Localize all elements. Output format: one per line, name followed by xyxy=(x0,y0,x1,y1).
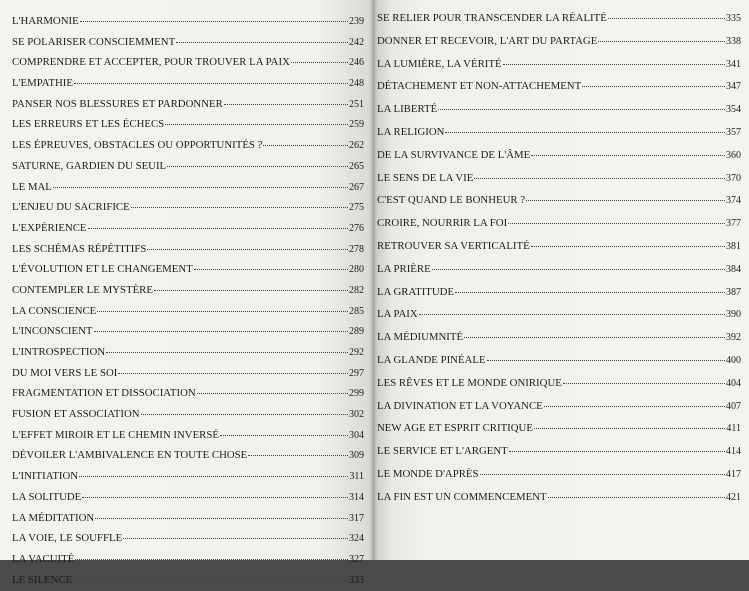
dot-leader xyxy=(82,497,348,498)
toc-entry xyxy=(12,466,364,487)
dot-leader xyxy=(263,145,348,146)
toc-entry xyxy=(12,177,364,198)
toc-entry xyxy=(12,218,364,239)
toc-entry-title: LA FIN EST UN COMMENCEMENT xyxy=(377,490,547,503)
toc-entry-title: FUSION ET ASSOCIATION xyxy=(12,408,140,421)
toc-entry-page-number: 297 xyxy=(349,367,364,379)
toc-entry xyxy=(12,445,364,466)
toc-entry xyxy=(377,303,741,326)
toc-entry-page-number: 338 xyxy=(726,35,741,47)
dot-leader xyxy=(167,166,348,167)
toc-entry-title: L'INTROSPECTION xyxy=(12,346,106,358)
toc-entry-page-number: 335 xyxy=(726,13,741,24)
dot-leader xyxy=(88,228,348,229)
toc-entry xyxy=(12,342,364,363)
toc-entry-title: LA RELIGION xyxy=(377,125,445,138)
dot-leader xyxy=(526,200,725,201)
dot-leader xyxy=(445,132,725,133)
dot-leader xyxy=(291,62,348,63)
dot-leader xyxy=(176,42,348,43)
toc-entry xyxy=(377,167,741,190)
toc-entry-page-number: 317 xyxy=(349,512,364,524)
toc-entry xyxy=(377,7,741,30)
toc-entry-page-number: 304 xyxy=(349,429,364,441)
dot-leader xyxy=(598,41,725,42)
toc-entry-title: L'EXPÉRIENCE xyxy=(12,221,87,234)
dot-leader xyxy=(79,476,348,477)
right-page xyxy=(373,0,749,560)
toc-entry-title: LA VACUITÉ xyxy=(12,552,75,565)
dot-leader xyxy=(154,290,348,291)
toc-entry-title: FRAGMENTATION ET DISSOCIATION xyxy=(12,387,196,400)
toc-entry-page-number: 276 xyxy=(349,222,364,234)
toc-entry-page-number: 357 xyxy=(726,126,741,138)
toc-entry-page-number: 259 xyxy=(349,119,364,131)
dot-leader xyxy=(73,580,348,581)
toc-entry-page-number: 265 xyxy=(349,160,364,172)
book-gutter xyxy=(369,0,377,560)
toc-entry-title: L'INITIATION xyxy=(12,470,79,483)
toc-entry xyxy=(12,94,364,115)
dot-leader xyxy=(118,373,348,374)
toc-entry-title: DE LA SURVIVANCE DE L'ÂME xyxy=(377,148,531,161)
toc-entry-title: LA PAIX xyxy=(377,308,418,321)
toc-entry xyxy=(12,363,364,384)
toc-entry xyxy=(12,135,364,156)
toc-entry xyxy=(377,144,741,167)
dot-leader xyxy=(74,83,348,84)
dot-leader xyxy=(106,352,348,353)
toc-entry-title: LA MÉDITATION xyxy=(12,511,95,524)
toc-entry-page-number: 387 xyxy=(726,286,741,298)
toc-entry-page-number: 289 xyxy=(349,326,364,338)
toc-entry-page-number: 280 xyxy=(349,264,364,276)
toc-entry-page-number: 400 xyxy=(726,354,741,366)
toc-entry xyxy=(12,383,364,404)
dot-leader xyxy=(563,383,725,384)
toc-entry-title: L'EMPATHIE xyxy=(12,77,73,90)
toc-entry-page-number: 314 xyxy=(349,491,364,503)
toc-entry-title: COMPRENDRE ET ACCEPTER, POUR TROUVER LA PAIX xyxy=(12,56,290,69)
toc-entry-title: RETROUVER SA VERTICALITÉ xyxy=(377,239,530,252)
table-of-contents-right xyxy=(377,7,741,509)
toc-entry xyxy=(377,463,741,486)
toc-entry-page-number: 299 xyxy=(349,388,364,400)
toc-entry-title: LA MÉDIUMNITÉ xyxy=(377,331,464,344)
toc-entry-page-number: 278 xyxy=(349,243,364,255)
toc-entry xyxy=(377,395,741,418)
toc-entry-title: LA GRATITUDE xyxy=(377,285,455,298)
dot-leader xyxy=(94,331,348,332)
toc-entry-page-number: 302 xyxy=(349,409,364,421)
toc-entry xyxy=(12,114,364,135)
toc-entry xyxy=(377,440,741,463)
toc-entry-page-number: 392 xyxy=(726,332,741,344)
dot-leader xyxy=(131,207,348,208)
toc-entry xyxy=(377,75,741,98)
toc-entry-title: C'EST QUAND LE BONHEUR ? xyxy=(377,194,526,207)
toc-entry-title: CONTEMPLER LE MYSTÈRE xyxy=(12,283,153,296)
dot-leader xyxy=(548,497,725,498)
toc-entry-title: LA LUMIÈRE, LA VÉRITÉ xyxy=(377,57,502,70)
dot-leader xyxy=(123,538,348,539)
dot-leader xyxy=(95,518,348,519)
toc-entry-title: L'INCONSCIENT xyxy=(12,325,93,338)
toc-entry-title: LA VOIE, LE SOUFFLE xyxy=(12,532,123,545)
toc-entry-title: SATURNE, GARDIEN DU SEUIL xyxy=(12,159,167,172)
toc-entry-title: L'EFFET MIROIR ET LE CHEMIN INVERSÉ xyxy=(12,428,219,441)
toc-entry-page-number: 360 xyxy=(726,149,741,161)
toc-entry-title: LE MAL xyxy=(12,180,52,193)
toc-entry xyxy=(377,30,741,53)
toc-entry-page-number: 411 xyxy=(726,423,741,435)
toc-entry-page-number: 246 xyxy=(349,57,364,69)
toc-entry-page-number: 354 xyxy=(726,104,741,116)
toc-entry xyxy=(377,258,741,281)
toc-entry-title: LE SERVICE ET L'ARGENT xyxy=(377,445,508,458)
toc-entry-page-number: 267 xyxy=(349,181,364,193)
toc-entry-page-number: 242 xyxy=(349,36,364,48)
dot-leader xyxy=(508,223,725,224)
toc-entry-page-number: 239 xyxy=(349,16,364,27)
toc-entry xyxy=(12,52,364,73)
toc-entry xyxy=(12,425,364,446)
toc-entry-title: DÉTACHEMENT ET NON-ATTACHEMENT xyxy=(377,80,582,93)
toc-entry-title: DONNER ET RECEVOIR, L'ART DU PARTAGE xyxy=(377,34,598,47)
dot-leader xyxy=(97,311,348,312)
toc-entry-page-number: 417 xyxy=(726,468,741,480)
toc-entry-page-number: 407 xyxy=(726,400,741,412)
toc-entry-page-number: 311 xyxy=(349,471,364,483)
toc-entry-title: DU MOI VERS LE SOI xyxy=(12,366,118,379)
dot-leader xyxy=(544,406,725,407)
dot-leader xyxy=(455,292,725,293)
toc-entry xyxy=(12,321,364,342)
dot-leader xyxy=(432,269,725,270)
dot-leader xyxy=(509,451,725,452)
toc-entry-page-number: 404 xyxy=(726,377,741,389)
dot-leader xyxy=(474,178,725,179)
toc-entry-title: LA SOLITUDE xyxy=(12,490,82,503)
dot-leader xyxy=(531,155,725,156)
toc-entry xyxy=(12,508,364,529)
dot-leader xyxy=(220,435,348,436)
toc-entry xyxy=(12,156,364,177)
toc-entry-page-number: 384 xyxy=(726,263,741,275)
dot-leader xyxy=(480,474,725,475)
toc-entry-title: LE MONDE D'APRÈS xyxy=(377,467,479,480)
toc-entry-page-number: 377 xyxy=(726,218,741,230)
toc-entry-page-number: 381 xyxy=(726,240,741,252)
toc-entry-page-number: 251 xyxy=(349,98,364,110)
toc-entry-page-number: 309 xyxy=(349,450,364,462)
toc-entry-page-number: 374 xyxy=(726,195,741,207)
dot-leader xyxy=(197,393,348,394)
toc-entry-title: CROIRE, NOURRIR LA FOI xyxy=(377,217,508,230)
dot-leader xyxy=(147,249,348,250)
dot-leader xyxy=(534,428,725,429)
toc-entry-title: SE POLARISER CONSCIEMMENT xyxy=(12,35,176,48)
toc-entry-page-number: 390 xyxy=(726,309,741,321)
toc-entry xyxy=(12,301,364,322)
toc-entry xyxy=(12,239,364,260)
toc-entry-page-number: 341 xyxy=(726,58,741,70)
toc-entry-title: LA LIBERTÉ xyxy=(377,103,438,116)
toc-entry-page-number: 248 xyxy=(349,78,364,90)
toc-entry-page-number: 275 xyxy=(349,202,364,214)
toc-entry-title: L'ÉVOLUTION ET LE CHANGEMENT xyxy=(12,263,193,276)
dot-leader xyxy=(531,246,725,247)
toc-entry xyxy=(377,189,741,212)
toc-entry-title: LE SILENCE xyxy=(12,573,73,586)
toc-entry-page-number: 347 xyxy=(726,81,741,93)
toc-entry xyxy=(12,487,364,508)
dot-leader xyxy=(503,64,725,65)
toc-entry xyxy=(12,259,364,280)
toc-entry-title: PANSER NOS BLESSURES ET PARDONNER xyxy=(12,97,223,110)
dot-leader xyxy=(487,360,725,361)
toc-entry xyxy=(12,570,364,591)
toc-entry-title: LES RÊVES ET LE MONDE ONIRIQUE xyxy=(377,376,562,389)
toc-entry xyxy=(12,404,364,425)
toc-entry-page-number: 285 xyxy=(349,305,364,317)
toc-entry xyxy=(377,235,741,258)
toc-entry xyxy=(377,486,741,509)
toc-entry-title: LA PRIÈRE xyxy=(377,262,431,275)
dot-leader xyxy=(141,414,348,415)
left-page xyxy=(0,0,373,586)
toc-entry-title: LES SCHÉMAS RÉPÉTITIFS xyxy=(12,242,147,255)
toc-entry-page-number: 292 xyxy=(349,347,364,358)
toc-entry xyxy=(12,73,364,94)
toc-entry-page-number: 262 xyxy=(349,140,364,152)
toc-entry-page-number: 282 xyxy=(349,284,364,296)
toc-entry xyxy=(12,197,364,218)
dot-leader xyxy=(165,124,348,125)
toc-entry-page-number: 370 xyxy=(726,172,741,184)
toc-entry xyxy=(12,280,364,301)
toc-entry xyxy=(377,98,741,121)
toc-entry-title: SE RELIER POUR TRANSCENDER LA RÉALITÉ xyxy=(377,12,607,24)
toc-entry xyxy=(12,11,364,32)
toc-entry-page-number: 421 xyxy=(726,491,741,503)
dot-leader xyxy=(608,18,725,19)
toc-entry-title: L'ENJEU DU SACRIFICE xyxy=(12,201,130,214)
dot-leader xyxy=(53,187,348,188)
dot-leader xyxy=(80,21,348,22)
toc-entry xyxy=(12,32,364,53)
dot-leader xyxy=(419,314,725,315)
toc-entry xyxy=(377,326,741,349)
toc-entry-page-number: 414 xyxy=(726,446,741,458)
table-of-contents-left xyxy=(12,11,364,590)
toc-entry xyxy=(12,549,364,570)
toc-entry xyxy=(377,121,741,144)
dot-leader xyxy=(464,337,725,338)
dot-leader xyxy=(248,455,348,456)
toc-entry-page-number: 333 xyxy=(349,574,364,586)
toc-entry-page-number: 327 xyxy=(349,553,364,565)
toc-entry xyxy=(377,349,741,372)
toc-entry-page-number: 324 xyxy=(349,533,364,545)
toc-entry xyxy=(377,281,741,304)
toc-entry-title: LE SENS DE LA VIE xyxy=(377,171,474,184)
toc-entry xyxy=(377,417,741,440)
dot-leader xyxy=(194,269,348,270)
toc-entry xyxy=(12,528,364,549)
toc-entry xyxy=(377,53,741,76)
toc-entry-title: LA CONSCIENCE xyxy=(12,304,97,317)
dot-leader xyxy=(438,109,725,110)
dot-leader xyxy=(224,104,348,105)
dot-leader xyxy=(582,86,725,87)
toc-entry-title: NEW AGE ET ESPRIT CRITIQUE xyxy=(377,422,533,435)
toc-entry-title: DÉVOILER L'AMBIVALENCE EN TOUTE CHOSE xyxy=(12,449,248,462)
toc-entry-title: LA GLANDE PINÉALE xyxy=(377,353,486,366)
toc-entry xyxy=(377,372,741,395)
toc-entry-title: L'HARMONIE xyxy=(12,15,79,27)
toc-entry-title: LA DIVINATION ET LA VOYANCE xyxy=(377,399,543,412)
toc-entry-title: LES ERREURS ET LES ÉCHECS xyxy=(12,118,165,131)
toc-entry-title: LES ÉPREUVES, OBSTACLES OU OPPORTUNITÉS ? xyxy=(12,139,263,152)
toc-entry xyxy=(377,212,741,235)
